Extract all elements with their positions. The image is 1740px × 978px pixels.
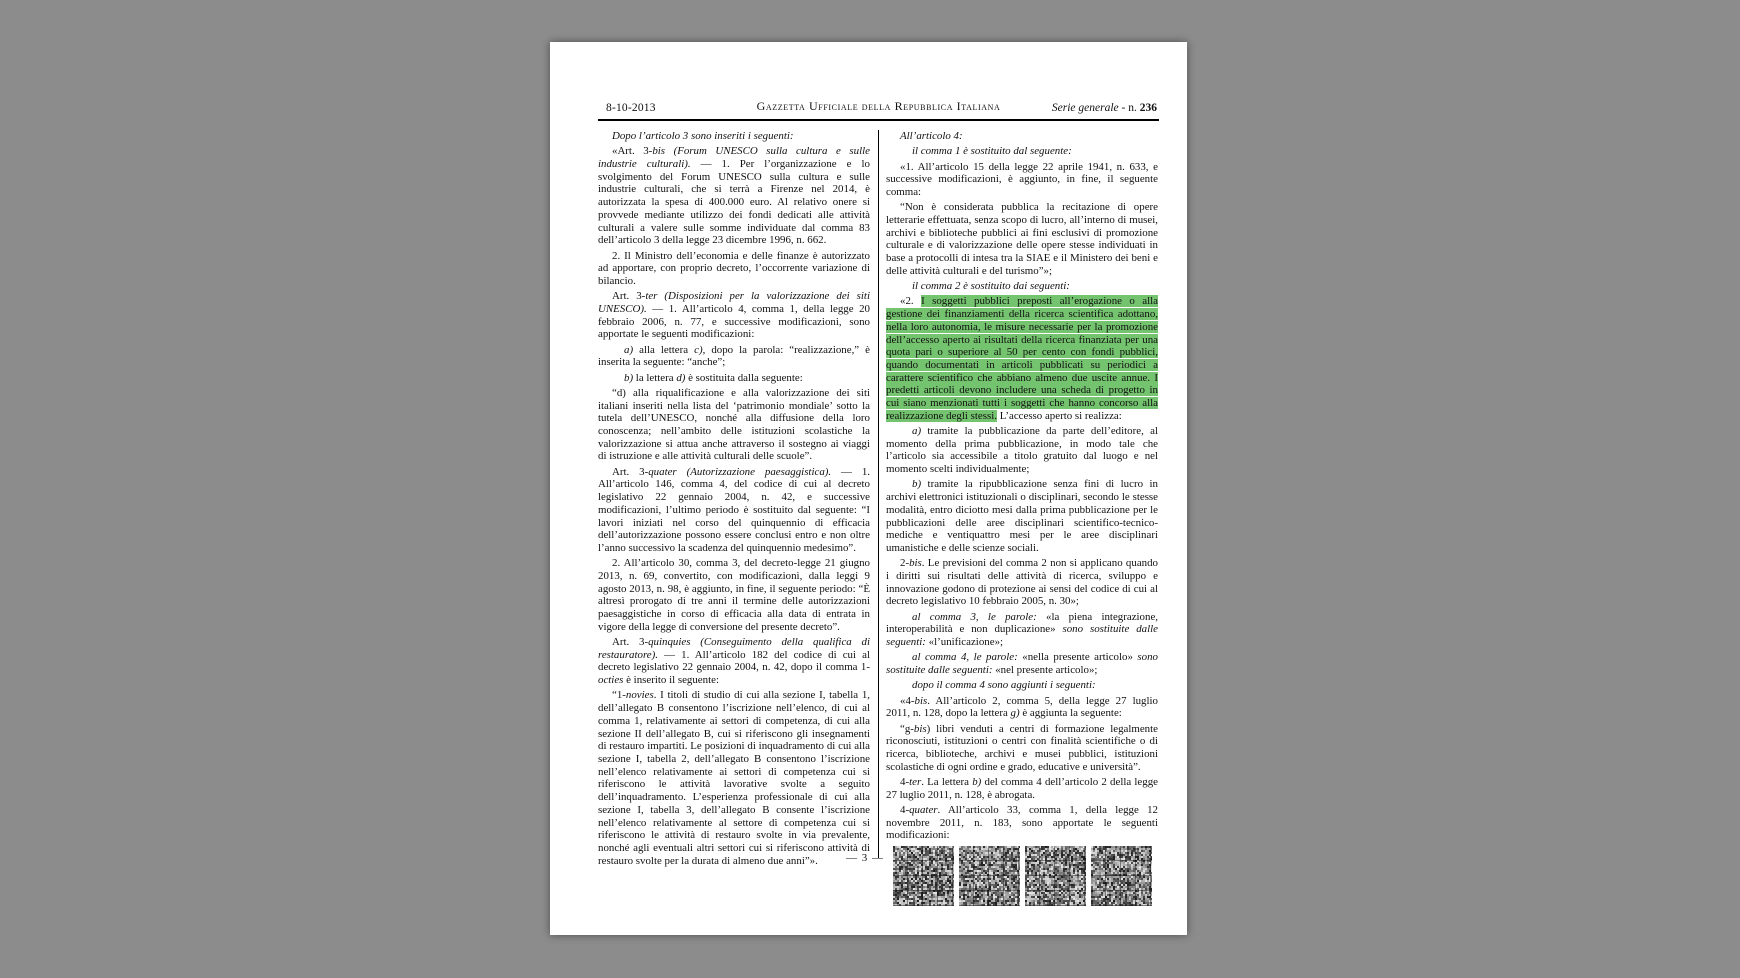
text-run: b) [912,478,922,491]
text-run: . Le previsioni del comma 2 non si applicano quando i diritti sui risultati delle attività di ricerca, sviluppo e innovazione godono di protezione ai sensi del codice di cui al decreto legislativo 10 febbraio 2005, n. 30»; [886,557,1158,608]
right-column [886,130,1158,870]
paragraph [886,651,1158,676]
barcode-block [893,846,954,906]
text-run: novies [625,689,654,702]
text-run: sono sostituite dalle seguenti: [886,651,1158,677]
paragraph [886,280,1158,293]
text-run: il comma 2 è sostituito dai seguenti: [912,280,1070,293]
paragraph [598,466,870,555]
text-run: 4- [900,804,910,817]
paragraph [598,130,870,143]
text-run: (Autorizzazione paesaggistica). [686,465,832,478]
header-rule [598,119,1159,121]
barcode-block [1025,846,1086,906]
series-mid: - n. [1121,102,1137,114]
text-run: . La lettera [921,776,973,789]
text-run: il comma 1 è sostituito dal seguente: [912,145,1072,158]
text-run: ) libri venduti a centri di formazione legalmente riconosciuti, istituzioni o centri con finalità scientifiche o di ricerca, biblioteche, archivi e musei pubblici, istituzioni scolastiche di ogni ordine e grado, educative e università”. [886,722,1158,773]
text-run: «la piena integrazione, interoperabilità e non duplicazione» [886,610,1159,636]
text-run: g) [1010,707,1020,720]
text-run: , dopo la parola: “realizzazione,” è inserita la seguente: “anche”; [598,343,870,369]
page-number: — 3 — [846,852,884,864]
barcode-block [959,846,1020,906]
highlighted-text: I soggetti pubblici preposti all’erogazione o alla gestione dei finanziamenti della ricerca scientifica adottano, nella loro autonomia, le misure necessarie per la promozione dell’accesso aperto ai risultati della ricerca finanziata per una quota pari o superiore al 50 per cento con fondi pubblici, quando documentati in articoli pubblicati su periodici a carattere scientifico che abbiano almeno due uscite annue. I predetti articoli devono includere una scheda di progetto in cui siano menzionati tutti i soggetti che hanno concorso alla realizzazione degli stessi. [886,295,1159,422]
text-run: — 1. Per l’organizzazione e lo svolgimento del Forum UNESCO sulla cultura e sulle industrie culturali, che si terrà a Firenze nel 2014, è autorizzata la spesa di 400.000 euro. Al relativo onere si provvede mediante utilizzo dei fondi dedicati alle attività culturali a valere sulle somme individuate dal comma 83 dell’articolo 3 della legge 23 dicembre 1996, n. 662. [598,158,870,247]
text-run: . I titoli di studio di cui alla sezione I, tabella 1, dell’allegato B consentono l’iscrizione nell’elenco, di cui al comma 1, relativamente ai settori di competenza, di cui alla sezione II dell’allegato B, cui si riferiscono gli insegnamenti di restauro impartiti. Le posizioni di inquadramento di cui alla sezione I, tabella 2, dell’allegato B consentono l’iscrizione nell’elenco relativamente ai settori di competenza cui si riferiscono le attività lavorative svolte a seguito dell’inquadramento. L’esperienza professionale di cui alla sezione I, tabella 3, dell’allegato B consente l’iscrizione nell’elenco relativamente al settore di competenza cui si riferiscono le attività di restauro svolte in via prevalente, nonché agli eventuali altri settori cui si riferiscono attività di restauro svolte per la durata di almeno due anni”». [598,689,870,867]
text-run: (Conseguimento della qualifica di restauratore). [598,636,870,661]
text-run: “1- [612,689,626,702]
text-run: “g- [900,722,914,735]
text-run: a) [624,343,634,356]
text-run: “d) alla riqualificazione e alla valorizzazione dei siti italiani inseriti nella lista del ‘patrimonio mondiale’ sotto la tutela dell’UNESCO, nonché alla diffusione della loro conoscenza; nell’ambito delle istituzioni scolastiche la valorizzazione si attua anche attraverso il sostegno ai viaggi di istruzione e alle attività culturali delle scuole”. [598,386,870,463]
text-run: è aggiunta la seguente: [1019,707,1122,720]
text-run: sono sostituite dalle seguenti: [886,623,1158,649]
text-run: . All’articolo 33, comma 1, della legge 12 novembre 2011, n. 183, sono apportate le seguenti modificazioni: [886,804,1158,842]
column-divider [878,130,879,858]
text-run: “Non è considerata pubblica la recitazione di opere letterarie effettuata, senza scopo di lucro, all’interno di musei, archivi e biblioteche pubblici ai fini esclusivi di promozione culturale e di valorizzazione delle opere stesse individuati in base a protocolli di intesa tra la SIAE e il Ministero dei beni e delle attività culturali e del turismo”»; [886,201,1158,277]
paragraph [886,804,1158,842]
text-run: — 1. All’articolo 146, comma 4, del codice di cui al decreto legislativo 22 gennaio 2004, n. 42, e successive modificazioni, l’ultimo periodo è sostituito dal seguente: “I lavori iniziati nel corso del quinquennio di efficacia dell’autorizzazione possono essere conclusi entro e non oltre l’anno successivo la scadenza del quinquennio medesimo”. [598,465,870,554]
left-column [598,130,870,870]
text-run: al comma 4, le parole: [912,651,1018,664]
text-run: del comma 4 dell’articolo 2 della legge 27 luglio 2011, n. 128, è abrogata. [886,776,1158,801]
text-run: è inserito il seguente: [623,674,719,687]
paragraph [886,695,1158,720]
paragraph [886,611,1158,649]
text-run: . All’articolo 2, comma 5, della legge 27 luglio 2011, n. 128, dopo la lettera [886,694,1158,720]
text-run [665,145,674,157]
text-run: bis [652,145,666,158]
text-run: Art. 3- [612,636,649,649]
text-run: «1. All’articolo 15 della legge 22 aprile 1941, n. 633, e successive modificazioni, è aggiunto, in fine, il seguente comma: [886,160,1158,198]
text-run: «Art. 3- [612,145,653,158]
text-run: (Forum UNESCO sulla cultura e sulle industrie culturali). [598,145,870,170]
text-run: Art. 3- [612,465,649,478]
text-run: 2. All’articolo 30, comma 3, del decreto-legge 21 giugno 2013, n. 69, convertito, con modificazioni, dalla leggi 9 agosto 2013, n. 98, è aggiunto, in fine, il seguente periodo: “È altresì prorogato di tre anni il termine delle autorizzazioni paesaggistiche in corso di efficacia alla data di entrata in vigore della legge di conversione del presente decreto”. [598,557,870,633]
text-run: a) [912,425,922,438]
text-run: All’articolo 4: [900,130,963,142]
paragraph [598,387,870,463]
document-page [550,42,1187,935]
paragraph [886,130,1158,143]
text-run: «nel presente articolo»; [992,664,1098,677]
paragraph [886,145,1158,158]
text-run: c) [694,343,703,356]
text-run: tramite la ripubblicazione senza fini di lucro in archivi elettronici istituzionali o disciplinari, secondo le stesse modalità, entro diciotto mesi dalla prima pubblicazione per le pubblicazioni delle aree disciplinari scientifico-tecnico-mediche e ventiquattro mesi per le aree disciplinari umanistiche e delle scienze sociali. [886,478,1158,554]
text-run: «2. [900,295,922,308]
text-run: — 1. All’articolo 4, comma 1, della legge 20 febbraio 2006, n. 77, e successive modificazioni, sono apportate le seguenti modificazioni: [598,302,870,341]
paragraph [598,689,870,867]
text-run [690,636,700,648]
paragraph [886,201,1158,277]
paragraph [886,295,1158,422]
barcode-block [1091,846,1152,906]
text-run: bis [909,557,922,570]
page-content [598,130,1159,870]
text-run: Art. 3- [612,290,646,303]
paragraph [886,478,1158,554]
text-run: dopo il comma 4 sono aggiunti i seguenti: [912,679,1096,692]
text-run: quinquies [648,636,691,649]
header-series [1052,102,1157,114]
text-run: alla lettera [633,343,695,356]
paragraph [598,145,870,247]
text-run: tramite la pubblicazione da parte dell’editore, al momento della prima pubblicazione, in modo tale che l’articolo sia accessibile a titolo gratuito dal luogo e nel momento scelti individualmente; [886,425,1158,476]
paragraph [598,372,870,385]
paragraph [598,290,870,341]
paragraph [886,425,1158,476]
text-run: è sostituita dalla seguente: [685,371,803,384]
text-run [677,466,687,478]
paragraph [598,250,870,288]
text-run: quater [909,804,938,817]
text-run: b) [624,371,634,384]
text-run: ter [645,290,658,303]
paragraph [886,679,1158,692]
paragraph [598,344,870,369]
text-run: ter [909,776,922,789]
text-run: — 1. All’articolo 182 del codice di cui al decreto legislativo 22 gennaio 2004, n. 42, dopo il comma 1- [598,648,870,674]
page-footer [598,846,1159,912]
text-run: 4- [900,776,910,789]
paragraph [886,161,1158,199]
page-header [598,98,1159,116]
text-run: «nella presente articolo» [1017,651,1138,664]
paragraph [886,723,1158,774]
text-run: L’accesso aperto si realizza: [996,409,1122,422]
text-run: bis [913,722,927,735]
text-run: 2- [900,557,910,570]
series-label: Serie generale [1051,102,1119,114]
text-run: la lettera [633,371,677,384]
paragraph [598,636,870,687]
text-run: «4- [900,694,915,707]
text-run: b) [972,776,982,789]
series-number: 236 [1139,102,1157,114]
text-run: d) [676,371,686,384]
text-run: Dopo l’articolo 3 sono inseriti i seguenti: [612,130,794,142]
text-run: «l’unificazione»; [925,636,1004,649]
text-run: bis [914,694,928,707]
text-run: al comma 3, le parole: [912,610,1037,623]
text-run: octies [598,674,624,687]
text-run: 2. Il Ministro dell’economia e delle finanze è autorizzato ad apportare, con proprio decreto, l’occorrente variazione di bilancio. [598,249,870,287]
paragraph [598,557,870,633]
text-run: quater [648,465,677,478]
header-title: Gazzetta Ufficiale della Repubblica Italiana [756,99,1001,113]
text-run: (Disposizioni per la valorizzazione dei siti UNESCO). [598,290,870,315]
paragraph [886,557,1158,608]
barcode-row [893,846,1152,906]
paragraph [886,776,1158,801]
header-date: 8-10-2013 [606,102,656,114]
